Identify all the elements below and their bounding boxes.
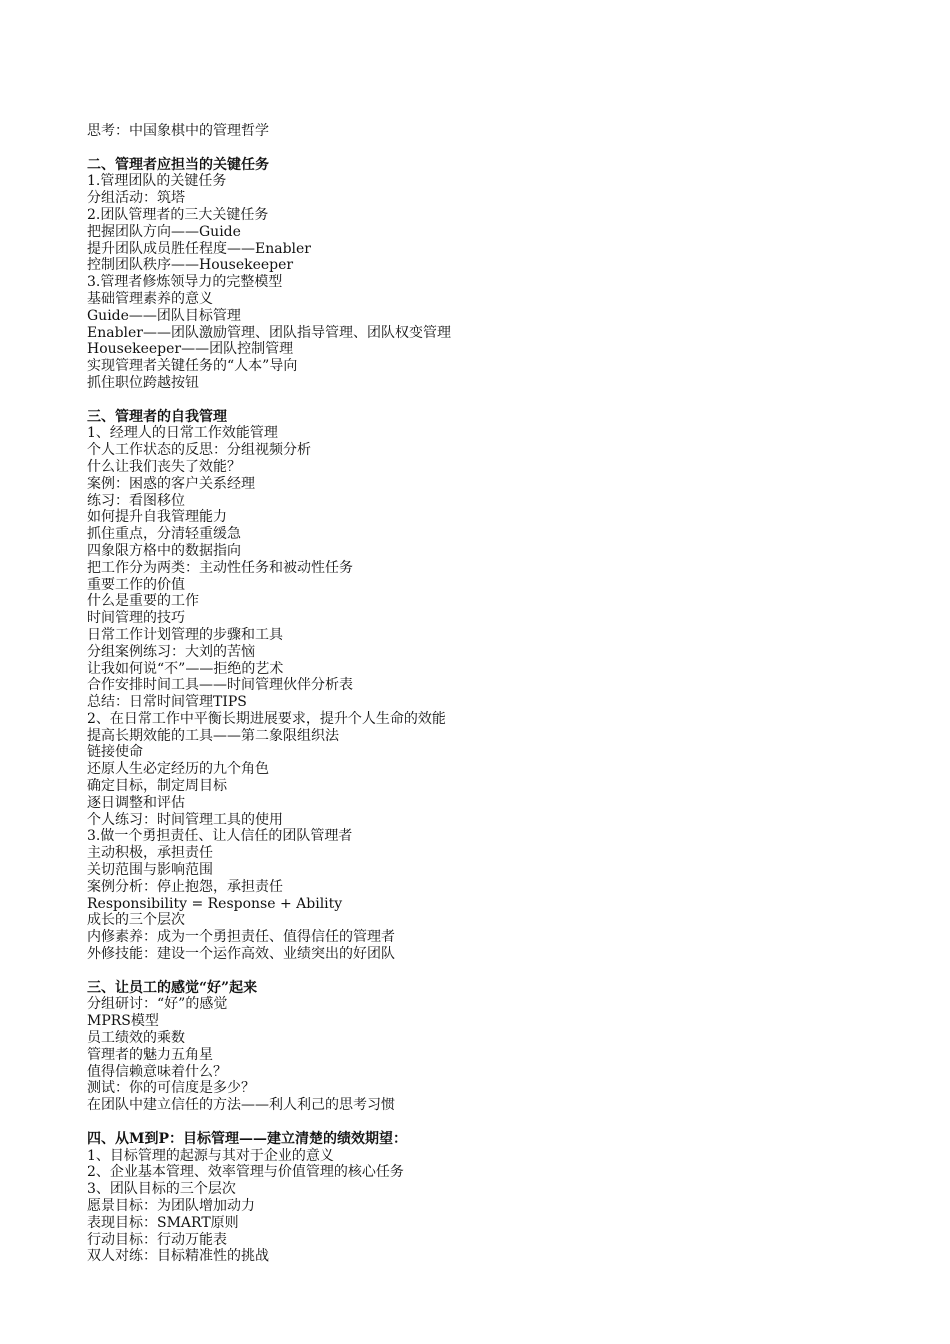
text-line: 外修技能：建设一个运作高效、业绩突出的好团队 [87, 946, 395, 963]
text-line: 1.管理团队的关键任务 [87, 173, 227, 190]
text-line: 行动目标：行动万能表 [87, 1231, 227, 1248]
blank-line [87, 1114, 927, 1131]
text-line: 表现目标：SMART原则 [87, 1214, 239, 1231]
text-line: 1、目标管理的起源与其对于企业的意义 [87, 1147, 334, 1164]
text-line: 1、经理人的日常工作效能管理 [87, 425, 278, 442]
text-line: 内修素养：成为一个勇担责任、值得信任的管理者 [87, 929, 395, 946]
text-line: 关切范围与影响范围 [87, 862, 213, 879]
section-heading: 三、让员工的感觉“好”起来 [87, 979, 258, 996]
text-line: 2.团队管理者的三大关键任务 [87, 206, 269, 223]
section-heading: 二、管理者应担当的关键任务 [87, 156, 269, 173]
text-line: 主动积极，承担责任 [87, 845, 213, 862]
text-line: 让我如何说“不”——拒绝的艺术 [87, 660, 284, 677]
text-line: 分组活动：筑塔 [87, 190, 185, 207]
blank-line [87, 963, 927, 980]
text-line: 练习：看图移位 [87, 492, 185, 509]
section-heading: 四、从M到P：目标管理——建立清楚的绩效期望： [87, 1130, 408, 1147]
text-line: 案例分析：停止抱怨，承担责任 [87, 878, 283, 895]
text-line: 时间管理的技巧 [87, 610, 185, 627]
text-line: Enabler——团队激励管理、团队指导管理、团队权变管理 [87, 324, 451, 341]
text-line: 案例：困惑的客户关系经理 [87, 475, 255, 492]
text-line: 在团队中建立信任的方法——利人利己的思考习惯 [87, 1097, 395, 1114]
blank-line [87, 392, 927, 409]
blank-line [87, 140, 927, 157]
text-line: 测试：你的可信度是多少？ [87, 1080, 255, 1097]
text-line: 提升团队成员胜任程度——Enabler [87, 240, 311, 257]
text-line: 日常工作计划管理的步骤和工具 [87, 626, 283, 643]
text-line: 基础管理素养的意义 [87, 290, 213, 307]
text-line: 员工绩效的乘数 [87, 1030, 185, 1047]
text-line: 链接使命 [87, 744, 143, 761]
text-line: 抓住职位跨越按钮 [87, 374, 199, 391]
text-line: 管理者的魅力五角星 [87, 1046, 213, 1063]
text-line: 提高长期效能的工具——第二象限组织法 [87, 727, 339, 744]
text-line: 逐日调整和评估 [87, 794, 185, 811]
text-line: 愿景目标：为团队增加动力 [87, 1198, 255, 1214]
text-line: 还原人生必定经历的九个角色 [87, 761, 269, 778]
text-line: Responsibility = Response + Ability [87, 895, 343, 912]
document-body [87, 123, 927, 1265]
section-heading: 三、管理者的自我管理 [87, 408, 227, 425]
text-line: 四象限方格中的数据指向 [87, 542, 241, 559]
text-line: 总结：日常时间管理TIPS [87, 694, 247, 711]
text-line: 双人对练：目标精准性的挑战 [87, 1248, 269, 1265]
text-line: 成长的三个层次 [87, 912, 185, 929]
text-line: 抓住重点，分清轻重缓急 [87, 526, 241, 543]
text-line: Guide——团队目标管理 [87, 307, 241, 324]
text-line: MPRS模型 [87, 1013, 159, 1030]
text-line: 2、企业基本管理、效率管理与价值管理的核心任务 [87, 1164, 404, 1181]
text-line: 分组案例练习：大刘的苦恼 [87, 643, 255, 660]
text-line: 重要工作的价值 [87, 576, 185, 593]
text-line: 个人练习：时间管理工具的使用 [87, 811, 283, 828]
text-line: 3.管理者修炼领导力的完整模型 [87, 274, 283, 291]
text-line: 3、团队目标的三个层次 [87, 1181, 236, 1198]
text-line: 合作安排时间工具——时间管理伙伴分析表 [87, 677, 353, 694]
text-line: 实现管理者关键任务的“人本”导向 [87, 358, 298, 375]
text-line: 值得信赖意味着什么？ [87, 1063, 227, 1080]
text-line: 思考：中国象棋中的管理哲学 [87, 123, 269, 139]
text-line: 什么让我们丧失了效能？ [87, 458, 241, 475]
text-line: 把握团队方向——Guide [87, 223, 241, 240]
text-line: 确定目标，制定周目标 [87, 778, 227, 795]
text-line: 分组研讨：“好”的感觉 [87, 996, 228, 1013]
text-line: 3.做一个勇担责任、让人信任的团队管理者 [87, 828, 353, 845]
text-line: 控制团队秩序——Housekeeper [87, 257, 294, 274]
text-line: 什么是重要的工作 [87, 593, 199, 610]
text-line: 2、在日常工作中平衡长期进展要求，提升个人生命的效能 [87, 710, 446, 727]
text-line: 个人工作状态的反思：分组视频分析 [87, 442, 311, 459]
text-line: 如何提升自我管理能力 [87, 509, 227, 526]
text-line: 把工作分为两类：主动性任务和被动性任务 [87, 559, 353, 576]
text-line: Housekeeper——团队控制管理 [87, 341, 294, 358]
